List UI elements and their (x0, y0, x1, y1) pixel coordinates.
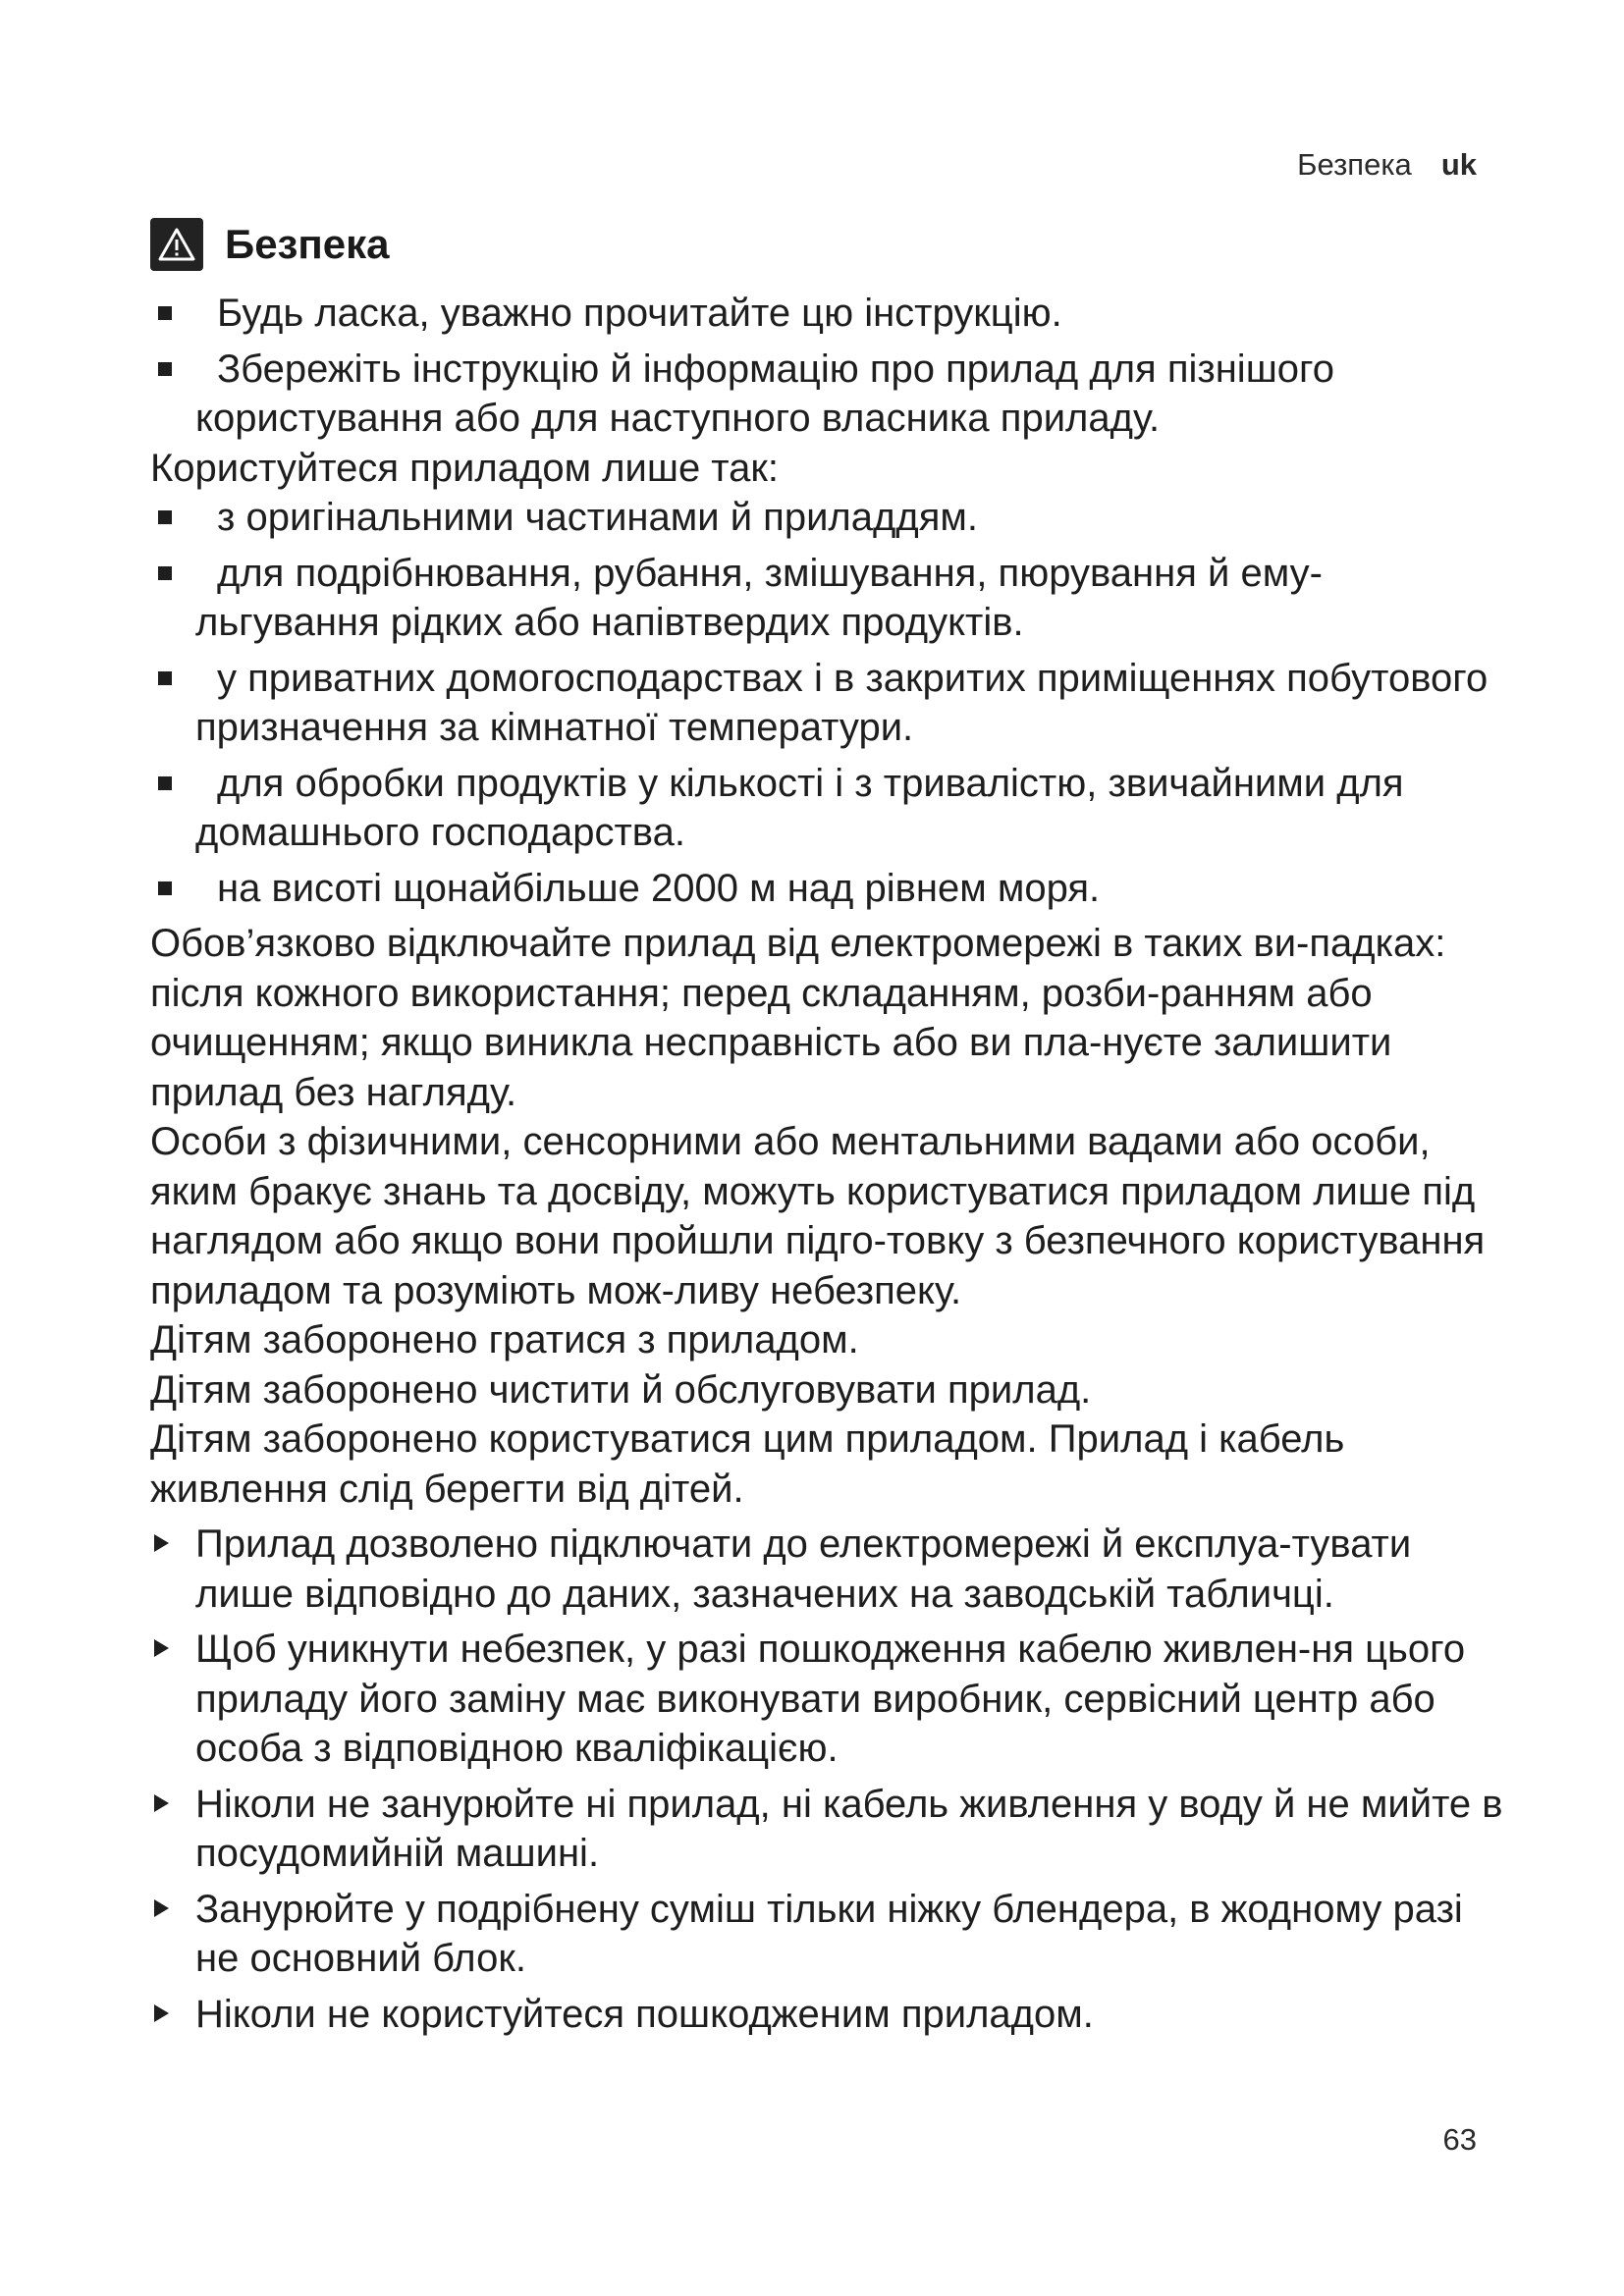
arrow-icon (154, 1794, 169, 1812)
section-heading (150, 218, 1505, 271)
header-section: Безпека (1297, 147, 1412, 182)
action-item: Ніколи не користуйтеся пошкодженим приладом. (150, 1990, 1505, 2040)
paragraph: Дітям заборонено гратися з приладом. (150, 1318, 859, 1362)
header-language: uk (1440, 147, 1477, 182)
arrow-icon (154, 1534, 169, 1552)
paragraph: Обов’язково відключайте прилад від електромережі в таких ви-падках: після кожного використання; перед складанням, розби-ранням або очищенням; якщо виникла несправність або ви пла-нуєте залишити прилад без нагляду. (150, 922, 1446, 1114)
list-item: у приватних домогосподарствах і в закритих приміщеннях побутового призначення за кімнатної температури. (150, 654, 1505, 753)
page-number: 63 (1442, 2122, 1477, 2157)
arrow-icon (154, 2004, 169, 2022)
paragraph: Дітям заборонено чистити й обслуговувати прилад. (150, 1367, 1092, 1412)
page-title: Безпека (225, 221, 390, 267)
arrow-icon (154, 1899, 169, 1917)
list-item: для подрібнювання, рубання, змішування, пюрування й ему-льгування рідких або напівтвердих продуктів. (150, 549, 1505, 648)
use-intro: Користуйтеся приладом лише так: (150, 446, 780, 490)
safety-content (150, 218, 1505, 2039)
warning-icon (150, 218, 203, 271)
list-item: Збережіть інструкцію й інформацію про прилад для пізнішого користування або для наступного власника приладу. (150, 345, 1505, 444)
paragraph: Особи з фізичними, сенсорними або ментальними вадами або особи, яким бракує знань та досвіду, можуть користуватися приладом лише під наглядом або якщо вони пройшли підго-товку з безпечного користування приладом та розуміють мож-ливу небезпеку. (150, 1120, 1486, 1312)
arrow-icon (154, 1639, 169, 1657)
list-item: з оригінальними частинами й приладдям. (150, 493, 1505, 543)
action-item: Прилад дозволено підключати до електромережі й експлуа-тувати лише відповідно до даних, зазначених на заводській табличці. (150, 1520, 1505, 1619)
action-item: Занурюйте у подрібнену суміш тільки ніжку блендера, в жодному разі не основний блок. (150, 1885, 1505, 1984)
list-item: Будь ласка, уважно прочитайте цю інструкцію. (150, 289, 1505, 339)
action-item: Ніколи не занурюйте ні прилад, ні кабель живлення у воду й не мийте в посудомийній машині. (150, 1780, 1505, 1879)
list-item: на висоті щонайбільше 2000 м над рівнем моря. (150, 864, 1505, 914)
running-header (1297, 147, 1477, 183)
paragraph: Дітям заборонено користуватися цим приладом. Прилад і кабель живлення слід берегти від дітей. (150, 1417, 1345, 1511)
action-item: Щоб уникнути небезпек, у разі пошкодження кабелю живлен-ня цього приладу його заміну має виконувати виробник, сервісний центр або особа з відповідною кваліфікацією. (150, 1625, 1505, 1774)
list-item: для обробки продуктів у кількості і з тривалістю, звичайними для домашнього господарства. (150, 759, 1505, 858)
